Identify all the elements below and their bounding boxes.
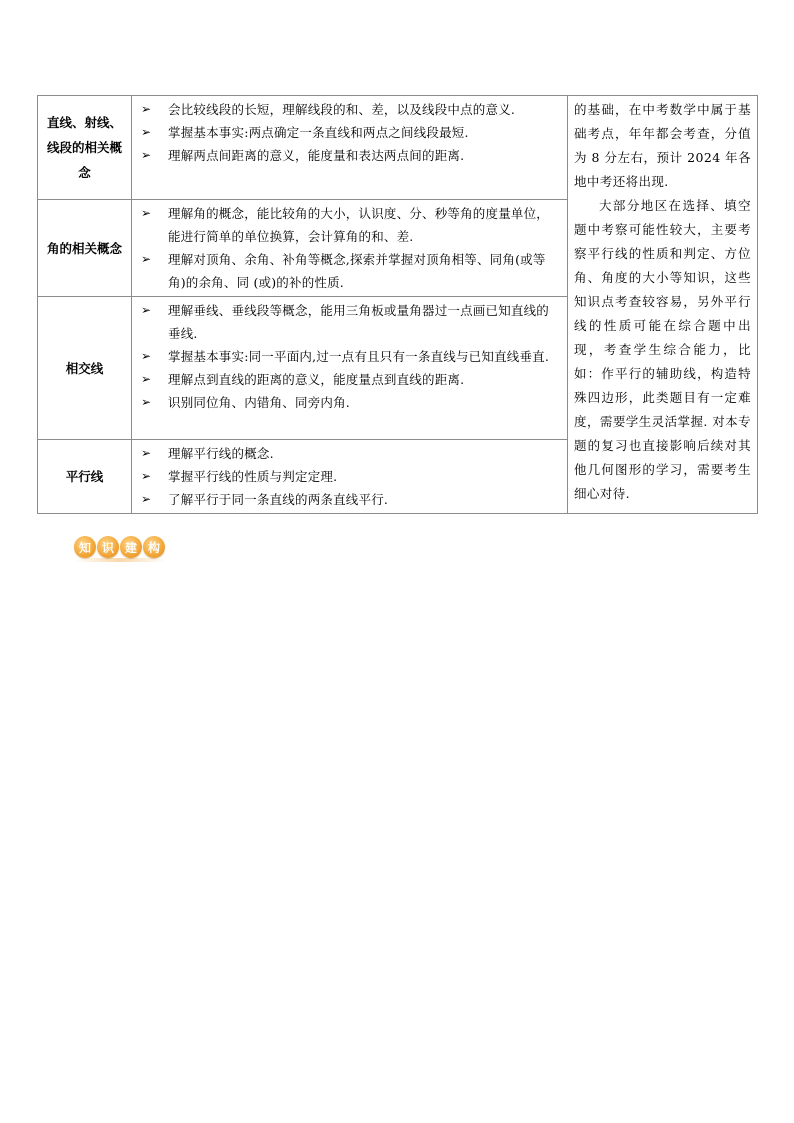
topic-label: 相交线	[65, 360, 104, 376]
arrow-bullet-icon: ➢	[141, 102, 152, 116]
section-badge	[74, 536, 165, 562]
list-item: ➢ 理解角的概念，能比较角的大小，认识度、分、秒等角的度量单位，能进行简单的单位换算，会计算角的和、差.	[138, 202, 561, 248]
topic-cell	[38, 440, 132, 514]
knowledge-table	[37, 95, 758, 514]
arrow-bullet-icon: ➢	[141, 125, 152, 139]
topic-label: 直线、射线、线段的相关概念	[46, 115, 122, 180]
list-item: ➢ 掌握平行线的性质与判定定理.	[138, 465, 561, 488]
list-item: ➢ 识别同位角、内错角、同旁内角.	[138, 391, 561, 414]
topic-cell	[38, 200, 132, 297]
topic-label: 角的相关概念	[46, 240, 122, 256]
analysis-paragraph-1: 的基础，在中考数学中属于基础考点，年年都会考查，分值为 8 分左右，预计 2024 年各地中考还将出现.	[574, 102, 751, 189]
badge-char: 知	[74, 536, 96, 558]
list-item: ➢ 了解平行于同一条直线的两条直线平行.	[138, 488, 561, 511]
analysis-paragraph-2: 大部分地区在选择、填空题中考察可能性较大，主要考察平行线的性质和判定、方位角、角度的大小等知识，这些知识点考查较容易，另外平行线的性质可能在综合题中出现，考查学生综合能力，比如：作平行的辅助线，构造特殊四边形，此类题目有一定难度，需要学生灵活掌握. 对本专题的复习也直接影响后续对其他几何图形的学习，需要考生细心对待.	[574, 198, 751, 501]
analysis-cell	[568, 96, 758, 514]
topic-cell	[38, 297, 132, 440]
arrow-bullet-icon: ➢	[141, 148, 152, 162]
requirements-cell	[132, 440, 568, 514]
requirements-cell	[132, 96, 568, 200]
topic-label: 平行线	[65, 469, 104, 484]
list-item: ➢ 理解对顶角、余角、补角等概念,探索并掌握对顶角相等、同角(或等角)的余角、同 (或)的补的性质.	[138, 248, 561, 294]
list-item: ➢ 理解点到直线的距离的意义，能度量点到直线的距离.	[138, 368, 561, 391]
list-item: ➢ 会比较线段的长短，理解线段的和、差，以及线段中点的意义.	[138, 98, 561, 121]
arrow-bullet-icon: ➢	[141, 349, 152, 363]
list-item: ➢ 掌握基本事实:同一平面内,过一点有且只有一条直线与已知直线垂直.	[138, 345, 561, 368]
arrow-bullet-icon: ➢	[141, 206, 152, 220]
arrow-bullet-icon: ➢	[141, 492, 152, 506]
arrow-bullet-icon: ➢	[141, 469, 152, 483]
arrow-bullet-icon: ➢	[141, 446, 152, 460]
list-item: ➢ 掌握基本事实:两点确定一条直线和两点之间线段最短.	[138, 121, 561, 144]
arrow-bullet-icon: ➢	[141, 303, 152, 317]
arrow-bullet-icon: ➢	[141, 372, 152, 386]
list-item: ➢ 理解平行线的概念.	[138, 442, 561, 465]
requirements-cell	[132, 200, 568, 297]
arrow-bullet-icon: ➢	[141, 252, 152, 266]
arrow-bullet-icon: ➢	[141, 395, 152, 409]
list-item: ➢ 理解垂线、垂线段等概念，能用三角板或量角器过一点画已知直线的垂线.	[138, 299, 561, 345]
badge-char: 构	[143, 536, 165, 558]
topic-cell	[38, 96, 132, 200]
list-item: ➢ 理解两点间距离的意义，能度量和表达两点间的距离.	[138, 144, 561, 167]
requirements-cell	[132, 297, 568, 440]
table-row	[38, 96, 758, 200]
badge-char: 识	[97, 536, 119, 558]
badge-char: 建	[120, 536, 142, 558]
